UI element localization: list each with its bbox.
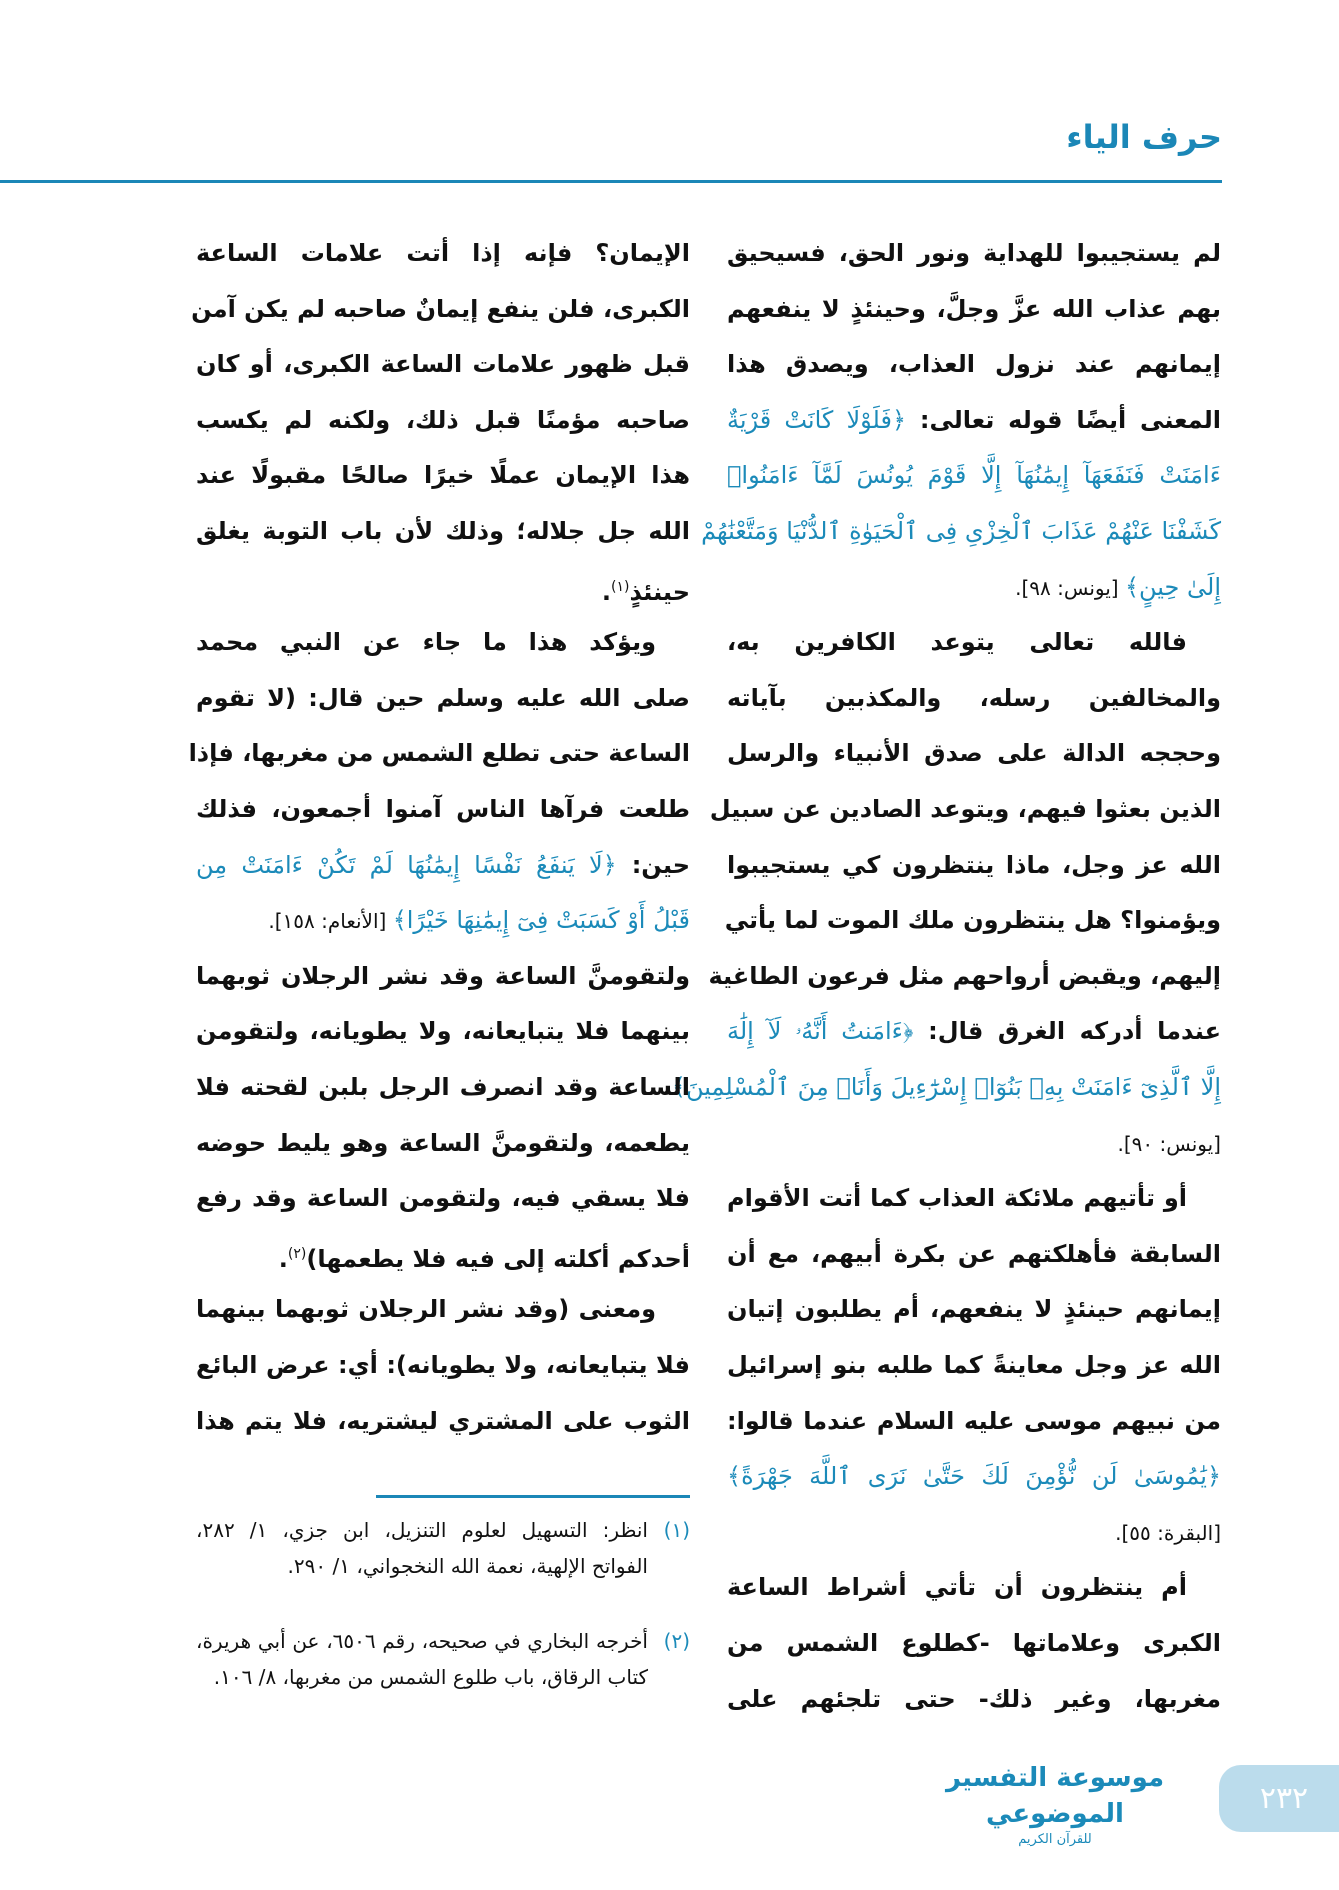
body-text: إيمانهم حينئذٍ لا ينفعهم، أم يطلبون إتيان [727, 1295, 1221, 1324]
body-text: الذين بعثوا فيهم، ويتوعد الصادين عن سبيل [709, 795, 1221, 823]
footnote-marker: (٢) [287, 1245, 307, 1262]
text-line [196, 336, 690, 392]
text-line [196, 670, 690, 726]
text-line [727, 1170, 1221, 1226]
text-line [196, 1059, 690, 1115]
hadith-text: بينهما فلا يتبايعانه، ولا يطويانه، ولتقومن [196, 1017, 690, 1046]
text-line [727, 225, 1221, 281]
footnote-number: (٢) [663, 1629, 690, 1653]
body-text: وحججه الدالة على صدق الأنبياء والرسل [727, 739, 1221, 768]
body-text: المعنى أيضًا قوله تعالى: [906, 405, 1221, 434]
footnote-2 [196, 1623, 690, 1695]
body-text: فالله تعالى يتوعد الكافرين به، [727, 628, 1187, 657]
text-line [727, 392, 1221, 448]
text-line [727, 1671, 1221, 1727]
text-line [727, 614, 1221, 670]
text-line [191, 281, 690, 337]
body-text: الكبرى، فلن ينفع إيمانٌ صاحبه لم يكن آمن [191, 294, 690, 323]
footnote-1 [196, 1512, 690, 1584]
body-text: هذا الإيمان عملًا خيرًا صالحًا مقبولًا عند [196, 461, 690, 490]
body-text: ويؤكد هذا ما جاء عن النبي محمد [196, 628, 656, 657]
quran-verse: قَبْلُ أَوْ كَسَبَتْ فِىٓ إِيمَٰنِهَا خَيْرًا﴾ [392, 906, 690, 935]
text-line [196, 1226, 690, 1282]
page-number-badge: ٢٣٢ [1219, 1765, 1339, 1832]
text-line [727, 336, 1221, 392]
text-line [727, 1393, 1221, 1449]
footnote-separator [376, 1495, 690, 1498]
quran-verse: كَشَفْنَا عَنْهُمْ عَذَابَ ٱلْخِزْىِ فِى ٱلْحَيَوٰةِ ٱلدُّنْيَا وَمَتَّعْنَٰهُمْ [701, 517, 1221, 545]
hadith-text: (لا تقوم [196, 683, 297, 712]
text-line [196, 837, 690, 893]
text-line [727, 447, 1221, 503]
body-text: فلا يتبايعانه، ولا يطويانه): أي: عرض البائع [196, 1351, 690, 1379]
body-text: الثوب على المشتري ليشتريه، فلا يتم هذا [196, 1406, 690, 1435]
text-line [671, 1059, 1221, 1115]
body-text: حينئذٍ [629, 577, 690, 606]
text-line [727, 725, 1221, 781]
verse-reference: [يونس: ٩٠]. [1117, 1131, 1221, 1156]
body-text: الإيمان؟ فإنه إذا أتت علامات الساعة [196, 239, 690, 267]
body-text: مغربها، وغير ذلك- حتى تلجئهم على [727, 1684, 1221, 1713]
hadith-text: ولتقومنَّ الساعة وقد نشر الرجلان ثوبهما [196, 961, 690, 990]
body-text: . [278, 1244, 288, 1273]
text-line [196, 559, 690, 615]
quran-verse: ﴿لَا يَنفَعُ نَفْسًا إِيمَٰنُهَا لَمْ تَكُنْ ءَامَنَتْ مِن [196, 850, 617, 879]
body-text: الله عز وجل معاينةً كما طلبه بنو إسرائيل [727, 1351, 1221, 1379]
footnote-text: أخرجه البخاري في صحيحه، رقم ٦٥٠٦، عن أبي هريرة، كتاب الرقاق، باب طلوع الشمس من مغربها، ٨/ ١٠٦. [196, 1629, 648, 1689]
quran-verse: ﴿فَلَوْلَا كَانَتْ قَرْيَةٌ [727, 405, 907, 434]
body-text: الله عز وجل، ماذا ينتظرون كي يستجيبوا [727, 850, 1221, 879]
body-text: إيمانهم عند نزول العذاب، ويصدق هذا [727, 350, 1221, 379]
text-line [196, 1337, 690, 1393]
text-line [196, 392, 690, 448]
chapter-title: حرف الياء [1066, 118, 1222, 156]
footnote-marker: (١) [610, 578, 630, 595]
quran-verse: إِلَّا ٱلَّذِىٓ ءَامَنَتْ بِهِۦ بَنُوٓا۟ إِسْرَٰٓءِيلَ وَأَنَا۠ مِنَ ٱلْمُسْلِمِينَ﴾ [671, 1073, 1221, 1101]
text-line [727, 837, 1221, 893]
body-text: إليهم، ويقبض أرواحهم مثل فرعون الطاغية [708, 961, 1221, 990]
text-line [727, 1448, 1221, 1504]
body-text: أم ينتظرون أن تأتي أشراط الساعة [727, 1573, 1187, 1602]
text-line [727, 1115, 1221, 1171]
quran-verse: ءَامَنَتْ فَنَفَعَهَآ إِيمَٰنُهَآ إِلَّا قَوْمَ يُونُسَ لَمَّآ ءَامَنُوا۟ [727, 461, 1221, 490]
body-text: ومعنى (وقد نشر الرجلان ثوبهما بينهما [196, 1295, 656, 1324]
text-line [727, 1226, 1221, 1282]
quran-verse: ﴿ءَامَنتُ أَنَّهُۥ لَآ إِلَٰهَ [727, 1017, 914, 1046]
text-line [727, 670, 1221, 726]
logo-title: موسوعة التفسير الموضوعي [945, 1763, 1165, 1829]
text-line [196, 781, 690, 837]
verse-reference: [يونس: ٩٨]. [1015, 575, 1125, 600]
text-line [196, 1281, 690, 1337]
body-text: السابقة فأهلكتهم عن بكرة أبيهم، مع أن [727, 1239, 1221, 1268]
text-line [196, 1393, 690, 1449]
text-line [724, 892, 1221, 948]
body-text: الله جل جلاله؛ وذلك لأن باب التوبة يغلق [196, 517, 690, 545]
body-text: قبل ظهور علامات الساعة الكبرى، أو كان [196, 350, 690, 379]
body-text: صلى الله عليه وسلم حين قال: [296, 683, 690, 712]
hadith-text: أحدكم أكلته إلى فيه فلا يطعمها) [306, 1244, 690, 1273]
text-line [709, 781, 1221, 837]
text-line [727, 1504, 1221, 1560]
body-text: صاحبه مؤمنًا قبل ذلك، ولكنه لم يكسب [196, 405, 690, 434]
text-line [196, 1170, 690, 1226]
hadith-text: حين: [616, 850, 690, 879]
hadith-text: فلا يسقي فيه، ولتقومن الساعة وقد رفع [196, 1184, 690, 1213]
text-line [727, 1281, 1221, 1337]
body-text: بهم عذاب الله عزَّ وجلَّ، وحينئذٍ لا ينفعهم [727, 294, 1221, 323]
text-line [196, 1003, 690, 1059]
text-line [196, 1115, 690, 1171]
encyclopedia-logo [930, 1760, 1180, 1847]
text-line [196, 892, 690, 948]
text-line [727, 1615, 1221, 1671]
text-line [196, 503, 690, 559]
text-line [196, 614, 690, 670]
quran-verse: ﴿يَٰمُوسَىٰ لَن نُّؤْمِنَ لَكَ حَتَّىٰ نَرَى ٱللَّهَ جَهْرَةً﴾ [727, 1462, 1221, 1491]
body-text: عندما أدركه الغرق قال: [913, 1017, 1221, 1046]
hadith-text: يطعمه، ولتقومنَّ الساعة وهو يليط حوضه [196, 1128, 690, 1157]
hadith-text: طلعت فرآها الناس آمنوا أجمعون، فذلك [196, 795, 690, 823]
verse-reference: [الأنعام: ١٥٨]. [268, 909, 393, 934]
text-line [727, 1337, 1221, 1393]
text-line [727, 281, 1221, 337]
logo-subtitle: للقرآن الكريم [1018, 1832, 1092, 1847]
text-line [196, 225, 690, 281]
text-line [727, 559, 1221, 615]
verse-reference: [البقرة: ٥٥]. [1115, 1520, 1221, 1545]
quran-verse: إِلَىٰ حِينٍ﴾ [1124, 572, 1221, 601]
footnote-number: (١) [663, 1518, 690, 1542]
text-line [701, 503, 1221, 559]
body-text: أو تأتيهم ملائكة العذاب كما أتت الأقوام [727, 1184, 1187, 1213]
body-text: . [601, 577, 611, 606]
body-text: والمخالفين رسله، والمكذبين بآياته [727, 683, 1221, 712]
text-line [188, 725, 690, 781]
text-line [196, 447, 690, 503]
footnote-text: انظر: التسهيل لعلوم التنزيل، ابن جزي، ١/ ٢٨٢، الفواتح الإلهية، نعمة الله النخجواني، ١/ ٢٩٠. [196, 1518, 648, 1578]
text-line [727, 1559, 1221, 1615]
body-text: ويؤمنوا؟ هل ينتظرون ملك الموت لما يأتي [724, 906, 1221, 935]
body-text: من نبيهم موسى عليه السلام عندما قالوا: [727, 1406, 1221, 1435]
header-divider [0, 180, 1222, 183]
text-line [727, 1003, 1221, 1059]
body-text: الكبرى وعلاماتها -كطلوع الشمس من [727, 1629, 1221, 1657]
hadith-text: الساعة وقد انصرف الرجل بلبن لقحته فلا [196, 1073, 690, 1101]
text-line [196, 948, 690, 1004]
text-line [708, 948, 1221, 1004]
body-text: لم يستجيبوا للهداية ونور الحق، فسيحيق [727, 239, 1221, 267]
hadith-text: الساعة حتى تطلع الشمس من مغربها، فإذا [188, 739, 690, 768]
